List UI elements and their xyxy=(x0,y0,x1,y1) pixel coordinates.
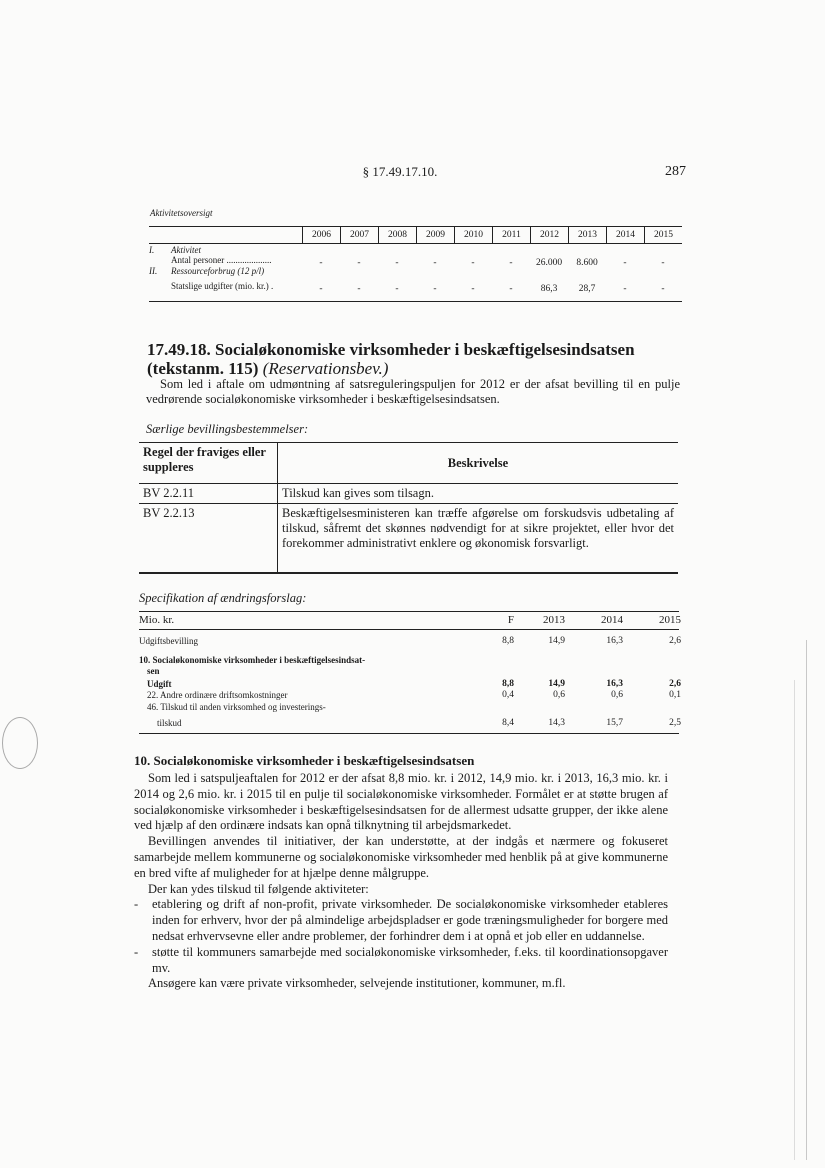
row-value: - xyxy=(357,284,361,294)
row-label: Antal personer .................... xyxy=(171,255,272,265)
spec-row-value: 8,8 xyxy=(502,636,514,646)
row-value: - xyxy=(661,258,665,268)
appropriation-rules-table xyxy=(139,442,678,574)
spec-row-label: Udgift xyxy=(147,679,172,689)
year-header-cell: 2007 xyxy=(340,227,378,243)
activity-header-rule xyxy=(149,243,682,244)
appropriation-rules-caption: Særlige bevillingsbestemmelser: xyxy=(146,422,309,436)
rules-col-description: Beskrivelse xyxy=(447,455,509,470)
row-value: - xyxy=(357,258,361,268)
row-number: I. xyxy=(149,245,155,255)
spec-row-value: 2,6 xyxy=(669,636,681,646)
year-header-cell: 2015 xyxy=(644,227,682,243)
body-paragraph: Der kan ydes tilskud til følgende aktiviteter: xyxy=(148,881,369,896)
spec-rows xyxy=(139,632,679,732)
list-item: - etablering og drift af non-profit, private virksomheder. De socialøkonomiske virksomheder etableres inden for erhverv, hvor der på almindelige arbejdspladser er gode træningsmuligheder for borgere med nedsat erhvervsevne eller andre problemer, der forhindrer dem i at opnå et job eller en uddannelse. xyxy=(134,897,668,943)
spec-bottom-rule xyxy=(139,733,679,734)
spec-column-header: F xyxy=(507,614,514,626)
spec-row-value: 16,3 xyxy=(606,679,623,689)
page-number: 287 xyxy=(665,164,686,179)
year-header-cell: 2008 xyxy=(378,227,416,243)
spec-row-label: Udgiftsbevilling xyxy=(139,636,198,646)
spec-row-value: 14,3 xyxy=(548,718,565,728)
row-value: 8.600 xyxy=(576,258,598,268)
spec-row-value: 14,9 xyxy=(548,679,565,689)
spec-header-rule xyxy=(139,629,679,630)
rule-code: BV 2.2.11 xyxy=(139,484,278,504)
spec-row-value: 16,3 xyxy=(606,636,623,646)
row-label: Statslige udgifter (mio. kr.) . xyxy=(171,281,274,291)
row-value: - xyxy=(509,284,513,294)
spec-row-value: 15,7 xyxy=(606,718,623,728)
row-value: - xyxy=(395,284,399,294)
row-label: Ressourceforbrug (12 p/l) xyxy=(171,266,265,276)
spec-row-label: 22. Andre ordinære driftsomkostninger xyxy=(147,690,288,700)
spec-row-value: 0,6 xyxy=(553,690,565,700)
row-value: - xyxy=(509,258,513,268)
year-header-cell: 2012 xyxy=(530,227,568,243)
rule-description: Tilskud kan gives som tilsagn. xyxy=(282,486,434,500)
body-heading: 10. Socialøkonomiske virksomheder i beskæftigelsesindsatsen xyxy=(134,753,475,768)
spec-row-label: sen xyxy=(147,666,160,676)
body-paragraph: Ansøgere kan være private virksomheder, selvejende institutioner, kommuner, m.fl. xyxy=(148,976,566,991)
spec-unit: Mio. kr. xyxy=(139,614,175,626)
row-value: - xyxy=(433,258,437,268)
spec-row-value: 0,4 xyxy=(502,690,514,700)
year-header-cell: 2011 xyxy=(492,227,530,243)
list-item: - støtte til kommuners samarbejde med socialøkonomiske virksomheder, f.eks. til koordinationsopgaver mv. xyxy=(134,944,668,975)
punch-hole-mark xyxy=(2,717,38,769)
row-value: - xyxy=(433,284,437,294)
activity-bottom-rule xyxy=(149,301,682,302)
spec-row-value: 0,6 xyxy=(611,690,623,700)
row-value: 28,7 xyxy=(578,284,596,294)
list-item-text: støtte til kommuners samarbejde med socialøkonomiske virksomheder, f.eks. til koordinationsopgaver mv. xyxy=(152,944,668,975)
spec-row-value: 0,1 xyxy=(669,690,681,700)
list-item-text: etablering og drift af non-profit, private virksomheder. De socialøkonomiske virksomheder etableres inden for erhverv, hvor der på almindelige arbejdspladser er gode træningsmuligheder for borgere med nedsat erhvervsevne eller andre problemer, der forhindrer dem i at opnå et job eller en uddannelse. xyxy=(152,897,668,943)
body-text xyxy=(134,771,668,992)
spec-caption: Specifikation af ændringsforslag: xyxy=(139,591,307,605)
spec-column-header: 2013 xyxy=(543,614,565,626)
section-heading-text: 17.49.18. Socialøkonomiske virksomheder i beskæftigelsesindsatsen (tekstanm. 115) xyxy=(147,340,635,378)
spec-header xyxy=(139,614,679,628)
rule-code: BV 2.2.13 xyxy=(139,504,278,574)
scan-edge-line xyxy=(806,640,807,1160)
spec-row-value: 2,5 xyxy=(669,718,681,728)
spec-row-value: 2,6 xyxy=(669,679,681,689)
row-number: II. xyxy=(149,266,158,276)
spec-row-label: 46. Tilskud til anden virksomhed og investerings- xyxy=(147,702,326,712)
section-heading xyxy=(147,340,687,378)
rules-col-rule: Regel der fraviges eller suppleres xyxy=(139,443,278,484)
row-value: - xyxy=(395,258,399,268)
row-value: - xyxy=(319,258,323,268)
spec-row-value: 14,9 xyxy=(548,636,565,646)
scan-edge-line xyxy=(794,680,795,1160)
year-header-cell: 2009 xyxy=(416,227,454,243)
row-value: 86,3 xyxy=(540,284,558,294)
rule-description: Beskæftigelsesministeren kan træffe afgørelse om forskudsvis udbetaling af tilskud, såfremt det skønnes nødvendigt for at sikre projektet, eller hvor det forekommer administrativt enklere og økonomisk forsvarligt. xyxy=(282,506,674,550)
body-paragraph: Bevillingen anvendes til initiativer, der kan understøtte, at der indgås et nærmere og fokuseret samarbejde mellem kommunerne og socialøkonomiske virksomheder med henblik på at give kommunerne en bred vifte af muligheder for at hjælpe denne målgruppe. xyxy=(134,834,668,880)
body-paragraph: Som led i satspuljeaftalen for 2012 er der afsat 8,8 mio. kr. i 2012, 14,9 mio. kr. i 2013, 16,3 mio. kr. i 2014 og 2,6 mio. kr. i 2015 til en pulje til socialøkonomiske virksomheder. Formålet er at støtte brugen af socialøkonomiske virksomheder i beskæftigelsesindsatsen for de allermest udsatte grupper, der ikke alene ved hjælp af den ordinære indsats kan opnå tilknytning til arbejdsmarkedet. xyxy=(134,771,668,833)
spec-row-value: 8,4 xyxy=(502,718,514,728)
row-value: - xyxy=(623,258,627,268)
row-label: Aktivitet xyxy=(171,245,201,255)
row-value: - xyxy=(471,258,475,268)
spec-row-value: 8,8 xyxy=(502,679,514,689)
section-reference: § 17.49.17.10. xyxy=(362,164,438,179)
year-header-cell: 2010 xyxy=(454,227,492,243)
spec-row-label: tilskud xyxy=(157,718,182,728)
row-value: - xyxy=(471,284,475,294)
row-value: - xyxy=(661,284,665,294)
row-value: - xyxy=(319,284,323,294)
year-header-cell: 2013 xyxy=(568,227,606,243)
section-heading-subtitle: (Reservationsbev.) xyxy=(262,359,389,378)
activity-table-title: Aktivitetsoversigt xyxy=(150,208,213,218)
spec-column-header: 2015 xyxy=(659,614,681,626)
year-header-cell: 2006 xyxy=(302,227,340,243)
section-intro: Som led i aftale om udmøntning af satsreguleringspuljen for 2012 er der afsat bevilling til en pulje vedrørende socialøkonomiske virksomheder i beskæftigelsesindsatsen. xyxy=(146,377,680,406)
spec-column-header: 2014 xyxy=(601,614,623,626)
row-value: - xyxy=(623,284,627,294)
year-header-cell: 2014 xyxy=(606,227,644,243)
row-value: 26.000 xyxy=(535,258,563,268)
activity-year-header xyxy=(302,227,682,243)
spec-top-rule xyxy=(139,611,679,612)
spec-row-label: 10. Socialøkonomiske virksomheder i beskæftigelsesindsat- xyxy=(139,655,366,665)
